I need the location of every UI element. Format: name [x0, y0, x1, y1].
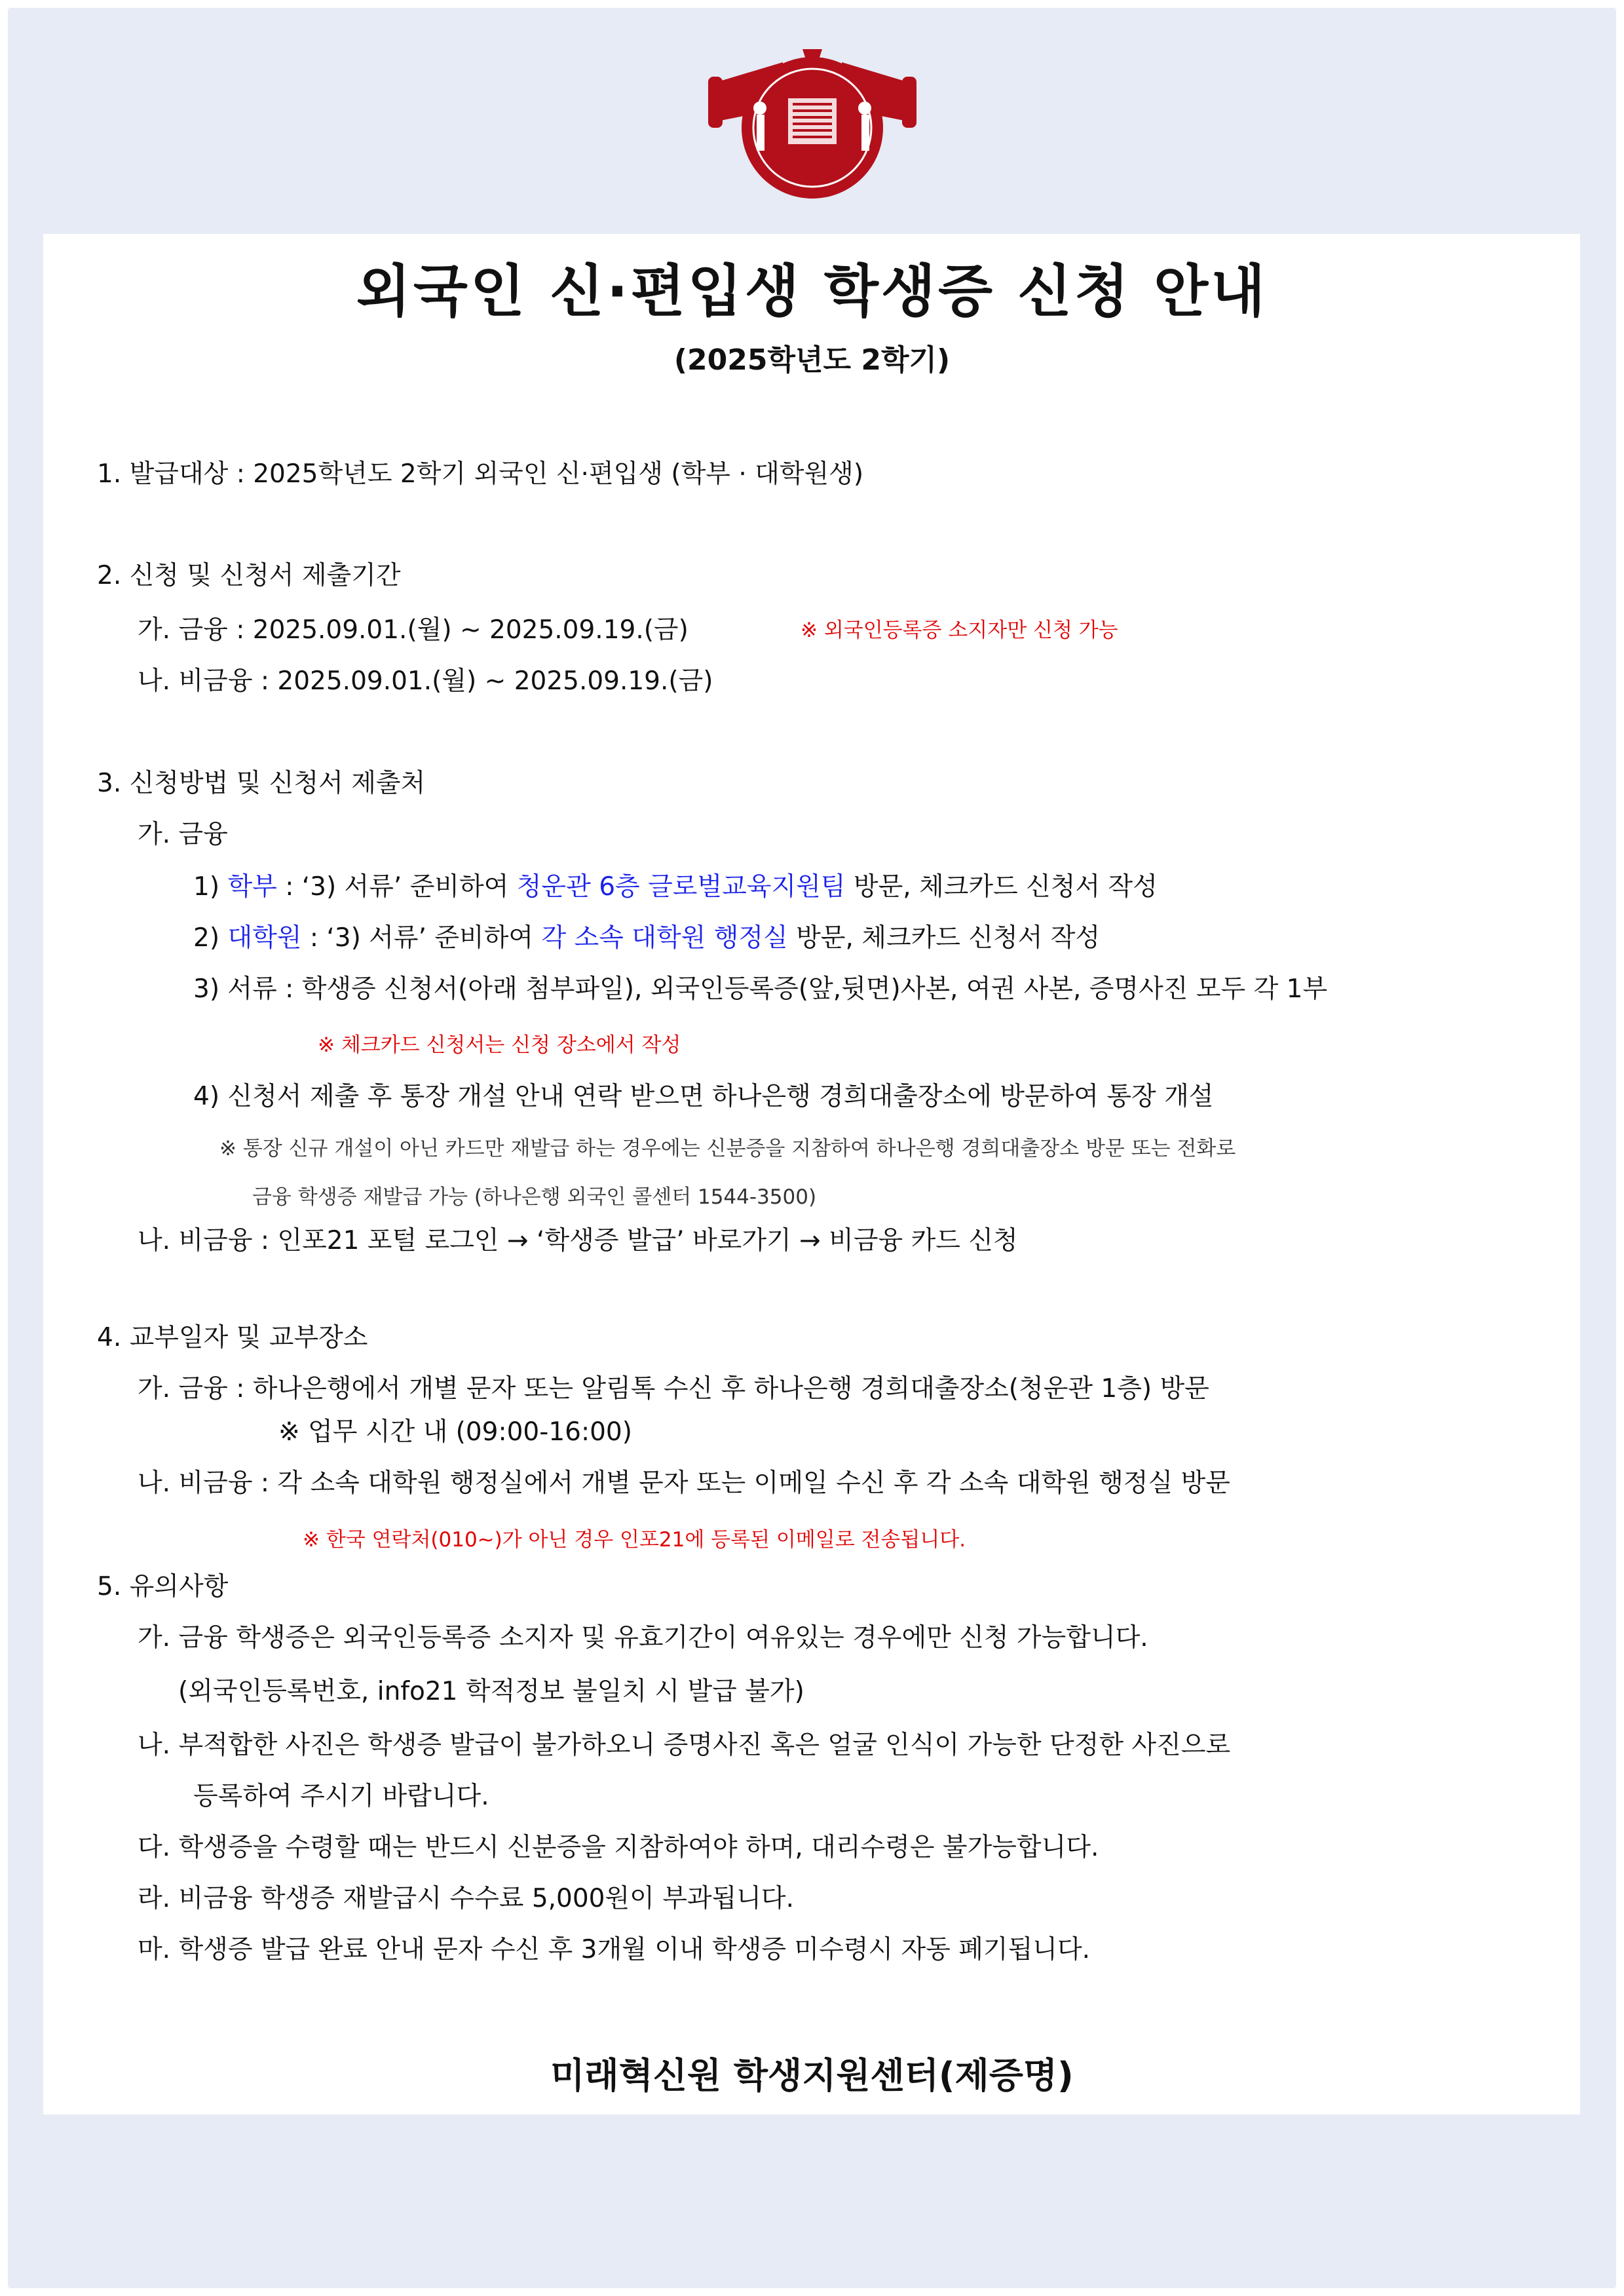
section-5-item-d: 라. 비금융 학생증 재발급시 수수료 5,000원이 부과됩니다.	[138, 1884, 794, 1913]
section-3-item-2	[193, 923, 1100, 954]
section-4-item-b: 나. 비금융 : 각 소속 대학원 행정실에서 개별 문자 또는 이메일 수신 후 각 소속 대학원 행정실 방문	[138, 1468, 1230, 1498]
section-3-item-1	[193, 871, 1158, 903]
item-1-tail: 방문, 체크카드 신청서 작성	[845, 872, 1158, 902]
item-1-middle: : ‘3) 서류’ 준비하여	[276, 872, 517, 902]
item-2-number: 2)	[193, 923, 228, 953]
section-5-heading: 5. 유의사항	[97, 1572, 229, 1601]
section-2-item-b: 나. 비금융 : 2025.09.01.(월) ~ 2025.09.19.(금)	[138, 666, 713, 696]
section-3-item-4-note-1: ※ 통장 신규 개설이 아닌 카드만 재발급 하는 경우에는 신분증을 지참하여 하나은행 경희대출장소 방문 또는 전화로	[219, 1137, 1236, 1160]
section-5-item-a-line-2: (외국인등록번호, info21 학적정보 불일치 시 발급 불가)	[178, 1677, 804, 1706]
item-1-office-highlight: 청운관 6층 글로벌교육지원팀	[516, 872, 846, 902]
section-4-item-a-note: ※ 업무 시간 내 (09:00-16:00)	[278, 1417, 632, 1447]
item-2-tail: 방문, 체크카드 신청서 작성	[787, 923, 1101, 953]
section-4-heading: 4. 교부일자 및 교부장소	[97, 1323, 368, 1352]
section-5-item-b-line-2: 등록하여 주시기 바랍니다.	[193, 1782, 489, 1811]
section-5-item-a-line-1: 가. 금융 학생증은 외국인등록증 소지자 및 유효기간이 여유있는 경우에만 신청 가능합니다.	[138, 1623, 1148, 1653]
document-subtitle: (2025학년도 2학기)	[673, 343, 951, 377]
section-5-item-c: 다. 학생증을 수령할 때는 반드시 신분증을 지참하여야 하며, 대리수령은 불가능합니다.	[138, 1833, 1099, 1862]
university-seal-icon	[704, 36, 920, 210]
section-1-heading: 1. 발급대상 : 2025학년도 2학기 외국인 신·편입생 (학부 · 대학원생)	[97, 459, 864, 489]
section-2-heading: 2. 신청 및 신청서 제출기간	[97, 561, 401, 590]
section-5-item-e: 마. 학생증 발급 완료 안내 문자 수신 후 3개월 이내 학생증 미수령시 자동 폐기됩니다.	[138, 1935, 1091, 1964]
item-2-graduate-highlight: 대학원	[227, 923, 302, 953]
section-2-item-a: 가. 금융 : 2025.09.01.(월) ~ 2025.09.19.(금)	[138, 615, 689, 645]
section-3-item-a: 가. 금융	[138, 820, 228, 849]
section-3-item-b: 나. 비금융 : 인포21 포털 로그인 → ‘학생증 발급’ 바로가기 → 비금융 카드 신청	[138, 1226, 1018, 1255]
section-3-heading: 3. 신청방법 및 신청서 제출처	[97, 769, 426, 798]
section-4-item-b-note: ※ 한국 연락처(010~)가 아닌 경우 인포21에 등록된 이메일로 전송됩니다.	[303, 1528, 966, 1552]
document-title: 외국인 신·편입생 학생증 신청 안내	[356, 259, 1268, 324]
item-1-undergrad-highlight: 학부	[227, 872, 277, 902]
section-3-item-3-note: ※ 체크카드 신청서는 신청 장소에서 작성	[318, 1033, 681, 1057]
section-4-item-a: 가. 금융 : 하나은행에서 개별 문자 또는 알림톡 수신 후 하나은행 경희대출장소(청운관 1층) 방문	[138, 1374, 1209, 1404]
item-2-office-highlight: 각 소속 대학원 행정실	[541, 923, 788, 953]
section-3-item-4-note-2: 금융 학생증 재발급 가능 (하나은행 외국인 콜센터 1544-3500)	[252, 1185, 817, 1209]
item-2-middle: : ‘3) 서류’ 준비하여	[301, 923, 542, 953]
issuer-signature: 미래혁신원 학생지원센터(제증명)	[550, 2055, 1074, 2096]
section-3-item-3: 3) 서류 : 학생증 신청서(아래 첨부파일), 외국인등록증(앞,뒷면)사본, 여권 사본, 증명사진 모두 각 1부	[193, 974, 1328, 1004]
section-3-item-4: 4) 신청서 제출 후 통장 개설 안내 연락 받으면 하나은행 경희대출장소에 방문하여 통장 개설	[193, 1082, 1214, 1111]
section-5-item-b-line-1: 나. 부적합한 사진은 학생증 발급이 불가하오니 증명사진 혹은 얼굴 인식이 가능한 단정한 사진으로	[138, 1731, 1231, 1760]
section-2-item-a-note: ※ 외국인등록증 소지자만 신청 가능	[801, 619, 1118, 642]
item-1-number: 1)	[193, 872, 228, 902]
